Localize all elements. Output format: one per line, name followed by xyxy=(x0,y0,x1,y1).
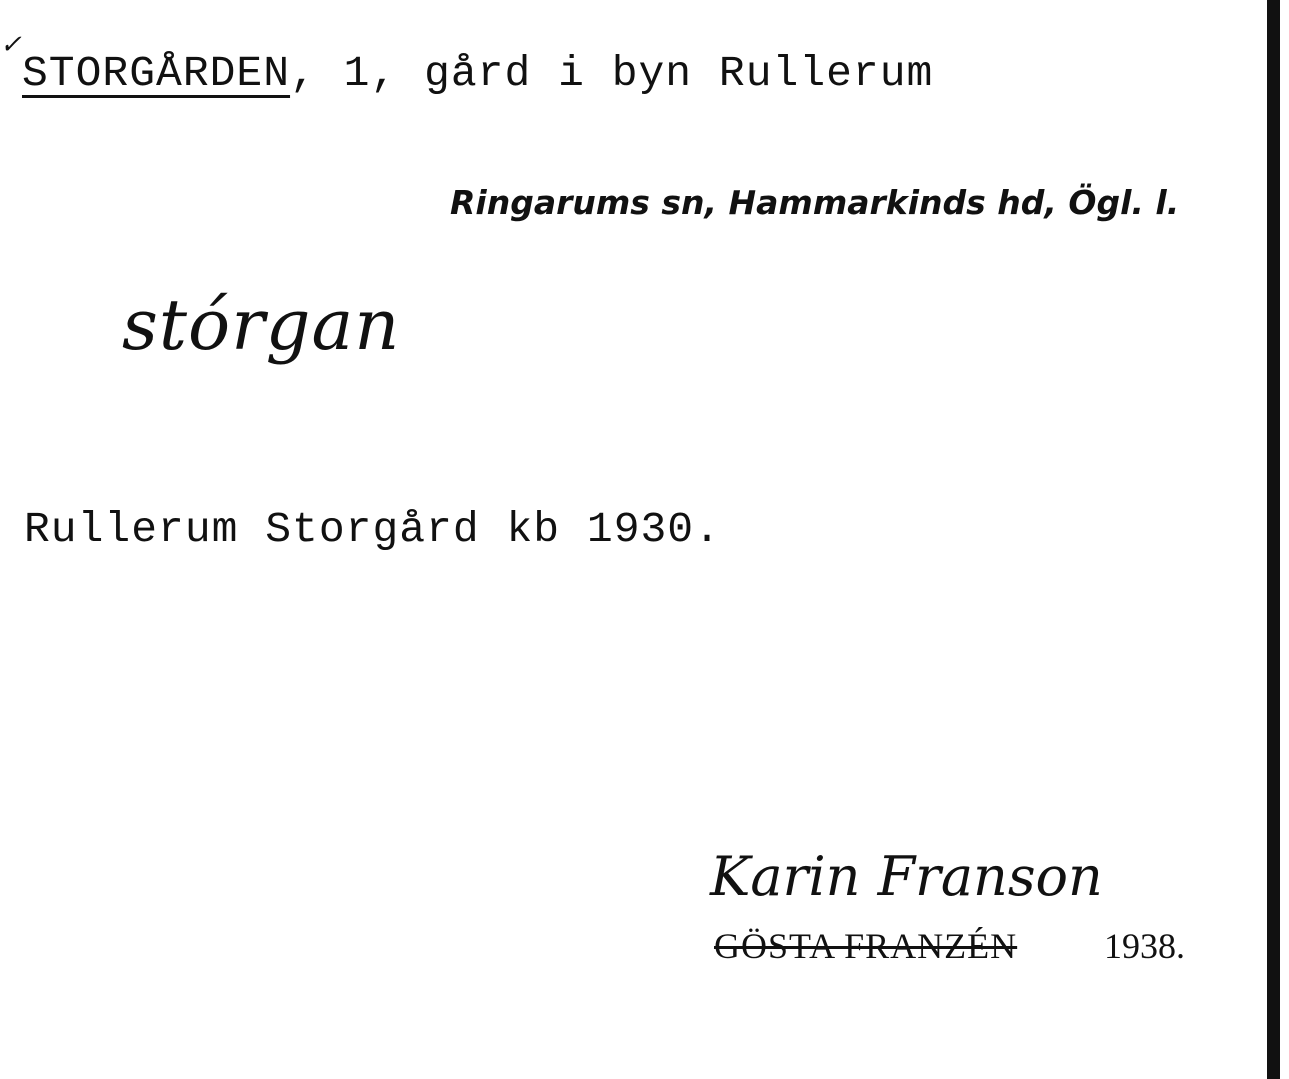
parish-stamp: Ringarums sn, Hammarkinds hd, Ögl. l. xyxy=(450,183,1180,222)
checkmark-icon: ✓ xyxy=(0,30,22,60)
signature-block xyxy=(700,845,1220,980)
handwritten-signature: Karin Franson xyxy=(710,845,1103,908)
struck-collector-name: GÖSTA FRANZÉN xyxy=(714,926,1018,966)
place-name: STORGÅRDEN xyxy=(22,49,291,98)
handwritten-pronunciation: stórgan xyxy=(122,284,401,366)
card-heading xyxy=(22,49,934,98)
place-description: , 1, gård i byn Rullerum xyxy=(290,49,934,98)
source-record: Rullerum Storgård kb 1930. xyxy=(24,505,721,554)
collection-year: 1938. xyxy=(1104,926,1185,966)
card-right-edge xyxy=(1267,0,1280,1079)
